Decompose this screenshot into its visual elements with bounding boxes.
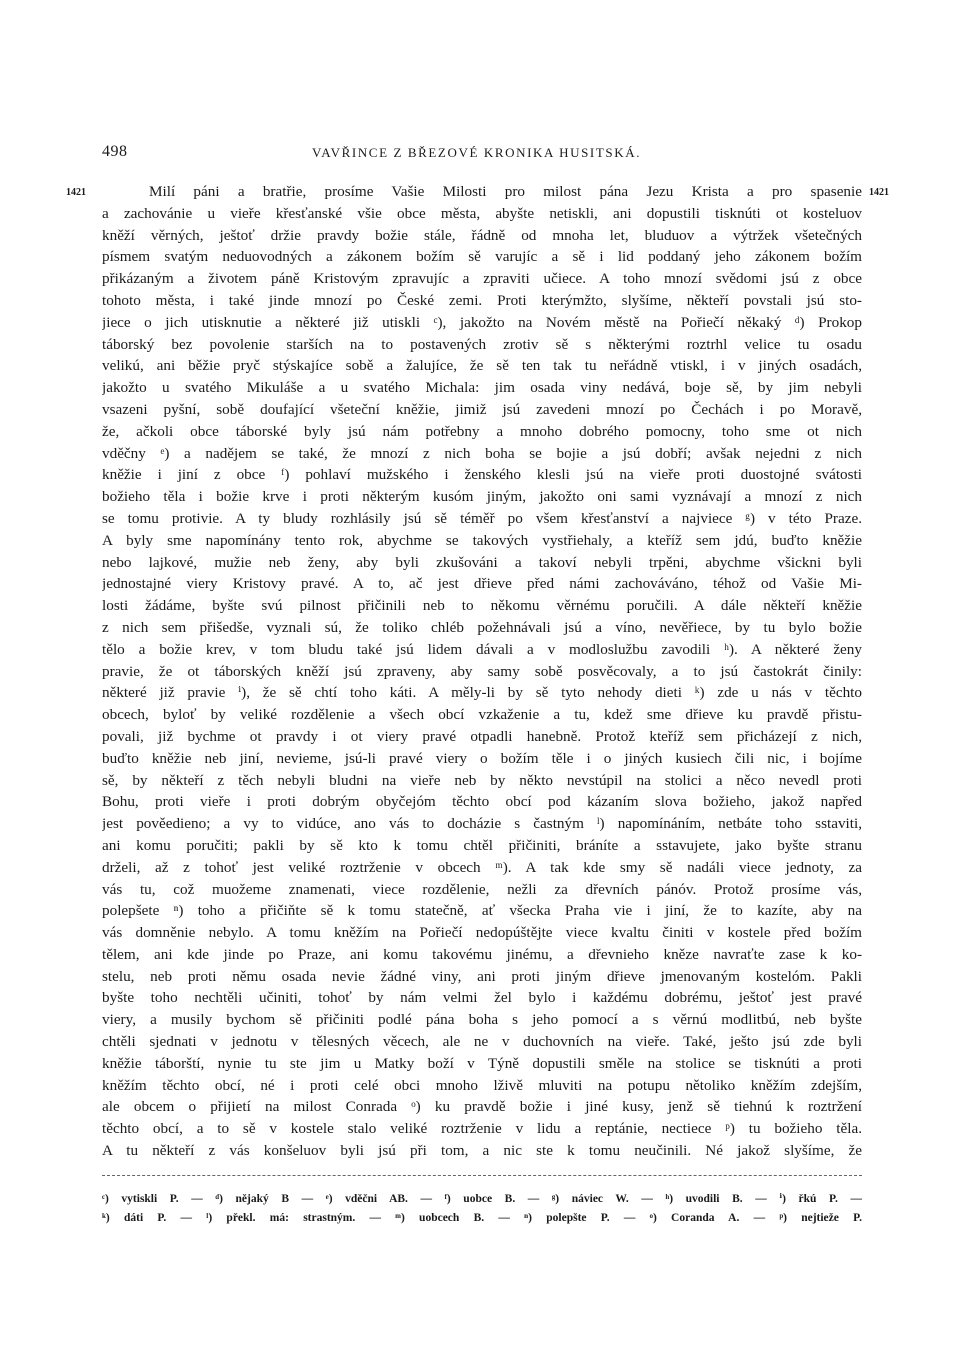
text-line: A tu někteří z vás konšeluov byli jsú při tom, a nic ste k tomu neučinili. Né jakož slyšíme, že (102, 1142, 862, 1160)
text-line: božieho těla i božie krve i proti některým kusóm jiným, jakožto oni sami vyznávají a mnozí z nich (102, 488, 862, 506)
text-line: polepšete ⁿ) toho a přičiňte sě k tomu statečně, ať všecka Praha vie i jiní, že to kazíte, aby na (102, 902, 862, 920)
text-line: vás domněnie nebylo. A tomu kněžím na Pořiečí nedopúštějte viece kvaltu činiti v kostele před božím (102, 924, 862, 942)
text-line: A byly sme napomínány tento rok, abychme se takových vystřiehaly, a kteříž sem jdú, buďto kněžie (102, 531, 862, 549)
text-line: tělo a božie krev, v tom bludu také jsú lidem dávali a v modloslužbu zavodili ʰ). A některé ženy (102, 640, 862, 658)
text-line: vděčny ᵉ) a nadějem se také, že mnozí z nich boha se bojie a jsú dobří; avšak nejedni z nich (102, 444, 862, 462)
text-line: jakožto u svatého Mikuláše a u svatého Michala: jim osada viny nedává, boje sě, by jim nebyli (102, 379, 862, 397)
text-line: velikú, ani běžie pryč stýskajíce sobě a žalujíce, že sě ten tak tu neřádně vtiskl, i v jiných osadách, (102, 357, 862, 375)
body-text (102, 181, 862, 1162)
text-line: drželi, až z tohoť jest veliké roztrženie v obcech ᵐ). A tak kde smy sě nadáli viece jednoty, za (102, 858, 862, 876)
text-line: jest pověedieno; a vy to vidúce, ano vás to docházie s častným ˡ) napomínáním, netbáte toho sstaviti, (102, 815, 862, 833)
page-header (102, 143, 862, 167)
text-line: tělem, ani kde jinde po Praze, ani komu takovému jinému, a dřevnieho kněze navraťte zase k ko- (102, 945, 862, 963)
footnotes (102, 1190, 862, 1228)
text-line: kněžím těchto obcí, né i proti celé obci mnoho lživě mluviti na potupu nětoliko kněžím zdejším, (102, 1076, 862, 1094)
text-line: vás tu, což muožeme znamenati, viece rozdělenie, nežli za dřevních pánóv. Protož prosíme vás, (102, 880, 862, 898)
text-line: chtěli sjednati v jednotu v tělesných věcech, ale ne v duchovních na vieře. Také, ješto jsú zde byli (102, 1033, 862, 1051)
text-line: tohoto města, i také jinde mnozí po České zemi. Proti kterýmžto, slyšíme, někteří povstali jsú sto- (102, 291, 862, 309)
page-number: 498 (102, 143, 128, 160)
text-line: viery, a musily bychom sě přičiniti podlé pána boha s jeho pomocí a s věrnú modlitbú, neb byšte (102, 1011, 862, 1029)
text-line: kněžie táborští, nynie tu ste jim u Matky boží v Týně dopustili směle na stolice se tisknúti a proti (102, 1054, 862, 1072)
text-line: sě, by někteří z těch nebyli bludni na vieře neb by někto nevstúpil na stolici a něco nevedl proti (102, 771, 862, 789)
text-line: kněží věrných, ještoť držie pravdy božie stále, řádně od mnoha let, bluduov a výtržek všetečných (102, 226, 862, 244)
text-line: ale obcem o přijietí na milost Conrada ᵒ) ku pravdě božie i jiné kusy, jenž sě tiehnú k roztržení (102, 1098, 862, 1116)
text-line: losti žádáme, byšte svú pilnost přičinili neb to někomu věrnému poručili. A dále někteří kněžie (102, 597, 862, 615)
text-line: stelu, neb proti němu osada nevie žádné viny, ani proti jiným dřieve jmenovaným kostelóm. Pakli (102, 967, 862, 985)
text-line: jiece o jich utisknutie a některé již utiskli ᶜ), jakožto na Novém městě na Pořiečí někaký ᵈ) Prokop (102, 313, 862, 331)
text-line: Bohu, proti vieře i proti dobrým obyčejóm těchto obcí pod kázaním slova božieho, jakož napřed (102, 793, 862, 811)
text-line: povali, již bychme ot pravdy i ot viery pravé otpadli hanebně. Protož kteříž sem přicházejí z nich, (102, 727, 862, 745)
text-line: kněžie i jiní z obce ᶠ) pohlaví mužského i ženského klesli jsú na vieře proti duostojné svátosti (102, 466, 862, 484)
margin-year-right: 1421 (869, 187, 889, 198)
text-line: přikázaným a životem páně Kristovým zpravujíc a zpraviti učiece. A toho mnozí svědomi jsú z obce (102, 270, 862, 288)
margin-year-left: 1421 (66, 187, 86, 198)
text-line: buďto kněžie neb jiní, nevieme, jsú-li pravé viery o božím těle i o jiných kusiech čili nic, i bojíme (102, 749, 862, 767)
text-line: že, ačkoli obce táborské byly jsú nám potřebny a mnoho dobrého pomocny, toho sme ot nich (102, 422, 862, 440)
footnote-line: ᶜ) vytiskli P. — ᵈ) nějaký B — ᵉ) vděčni AB. — ᶠ) uobce B. — ᵍ) náviec W. — ʰ) uvodili B. — ⁱ) řkú P. — (102, 1193, 862, 1205)
text-line: se tomu protivie. A ty bludy rozhlásily jsú sě téměř po všem křesťanství a najviece ᵍ) v této Praze. (102, 509, 862, 527)
text-line: těchto obcí, a to sě v kostele stalo veliké roztrženie v lidu a reptánie, nectiece ᵖ) tu božieho těla. (102, 1120, 862, 1138)
text-line: obcech, byloť by veliké rozdělenie a všech obcí vzkaženie a tu, kdež sme dřieve ku pravdě přistu- (102, 706, 862, 724)
text-line: jednostajné viery Kristovy pravé. A to, ač jest dřieve před námi zachováváno, téhož od Vašie Mi- (102, 575, 862, 593)
text-line: ani komu poručiti; pakli by sě kto k tomu chtěl přičiniti, bráníte a sstavujete, jako byšte stranu (102, 836, 862, 854)
footnote-line: ᵏ) dáti P. — ˡ) překl. má: strastným. — ᵐ) uobcech B. — ⁿ) polepšte P. — ᵒ) Coranda A. — ᵖ) nejtieže P. (102, 1212, 862, 1224)
text-line: některé již pravie ⁱ), že sě chtí toho káti. A měly-li by sě tyto nehody dieti ᵏ) zde u nás v těchto (102, 684, 862, 702)
text-line: táborský bez povolenie starších na to postavených zrotiv sě s některými roztrhl velice tu osadu (102, 335, 862, 353)
running-title: VAVŘINCE Z BŘEZOVÉ KRONIKA HUSITSKÁ. (312, 145, 642, 160)
text-line: pravie, že ot táborských kněží jsú zpraveny, aby samy sobě posvěcovaly, a to jsú častokrát činily: (102, 662, 862, 680)
footnote-divider (102, 1175, 862, 1176)
text-line: vsazeni pyšní, sobě doufající všeteční kněžie, jimiž jsú zavedeni mnozí po Čechách i po Moravě, (102, 400, 862, 418)
text-line: byšte toho nechtěli učiniti, tohoť by nám velmi žel bylo i každému dobrému, ještoť jest pravé (102, 989, 862, 1007)
text-line: a zachovánie u vieře křesťanské všie obce města, abyšte netiskli, ani dopustili tisknúti ot kosteluov (102, 204, 862, 222)
text-line: z nich sem přišedše, vyznali sú, že toliko chléb požehnávali jsú a víno, nevěřiece, by tu bylo božie (102, 618, 862, 636)
text-line: písmem svatým neduovodných a zákonem božím sě varujíc a sě i lid poddaný jeho zákonem božím (102, 248, 862, 266)
text-line: nebo lajkové, mužie neb ženy, aby byli zkušováni a takoví nebyli trpěni, abychme všickni byli (102, 553, 862, 571)
text-line: Milí páni a bratřie, prosíme Vašie Milosti pro milost pána Jezu Krista a pro spasenie (149, 183, 862, 200)
